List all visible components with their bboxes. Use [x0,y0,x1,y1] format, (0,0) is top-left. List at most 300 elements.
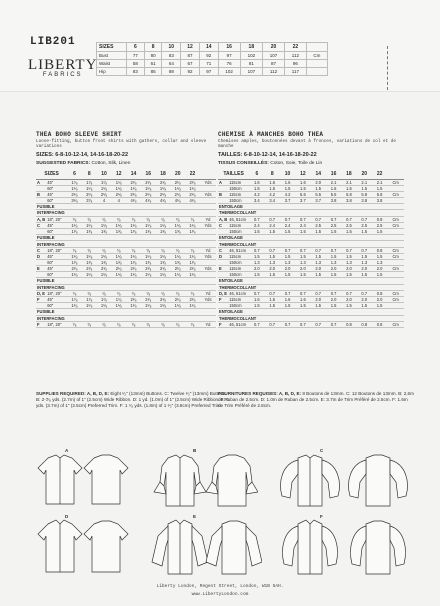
amount-cell: 4¹⁄₈ [170,197,185,203]
amount-cell: 1³⁄₈ [185,259,200,265]
french-sizes-line: TAILLES: 6-8-10-12-14, 14-16-18-20-22 [218,152,317,158]
cell: 112 [285,52,307,60]
french-fabrics-text: Coton, Soie, Toile de Lin [268,161,323,166]
cell: 107 [262,52,284,60]
amount-cell: 1⁵⁄₈ [156,222,171,228]
amount-cell: Yd [200,322,216,328]
amount-cell: 1⁵⁄₈ [111,185,126,191]
amount-cell: 2.4 [295,222,310,228]
amount-cell: ⁷⁄₈ [141,247,156,253]
amount-cell: ⁷⁄₈ [170,247,185,253]
view-cell: C [218,247,228,253]
size-col: 8 [144,43,162,52]
amount-cell: 0.8 [372,290,387,296]
amount-cell: ⁷⁄₈ [185,247,200,253]
amount-cell: 1.3 [357,259,372,265]
row-label: Bust [97,52,127,60]
amount-cell: 1⁵⁄₈ [170,222,185,228]
amount-cell: 0.7 [249,322,264,328]
amount-cell: 1⁵⁄₈ [67,272,82,278]
amount-cell: Cm [387,290,404,296]
fabric-width-cell: 46, 51cm [228,247,249,253]
fabric-width-cell: 46, 51cm [228,216,249,222]
amount-cell: ⁷⁄₈ [185,290,200,296]
view-cell: F [218,322,228,328]
amount-cell: 2.5 [326,222,341,228]
amount-cell: Cm [387,322,404,328]
footer-address: Liberty London, Regent Street, London, W1B 5AH. [156,584,284,589]
amount-cell: 1.5 [357,228,372,234]
amount-cell: ⁷⁄₈ [82,290,97,296]
fabric-width-cell: 45" [46,179,67,185]
amount-cell: 2⁵⁄₈ [141,191,156,197]
amount-cell: 2.4 [265,222,280,228]
view-cell: A [218,179,228,185]
amount-cell: 3.4 [265,197,280,203]
cell: 97 [218,52,240,60]
row-label: Hip [97,68,127,76]
english-supplies-label: SUPPLIES REQUIRED: A, B, D, E: [36,391,110,396]
amount-cell: 2.1 [372,179,387,185]
amount-cell: 0.7 [326,247,341,253]
amount-cell: 4¹⁄₈ [185,197,200,203]
amount-cell: ⁷⁄₈ [156,290,171,296]
header-cell: 10 [97,170,112,179]
cell: 92 [199,52,218,60]
amount-cell: 1⁵⁄₈ [111,303,126,309]
amount-cell: 1.5 [357,185,372,191]
amount-cell: 1³⁄₈ [67,228,82,234]
amount-cell: 2¹⁄₈ [141,266,156,272]
amount-cell: 1.5 [265,253,280,259]
amount-cell: 2.5 [372,222,387,228]
amount-cell: 1.3 [341,259,356,265]
amount-cell: 4¹⁄₈ [156,197,171,203]
section-label: INTERFACING [36,315,216,321]
amount-cell: 1.5 [249,253,264,259]
cell: 85 [144,68,162,76]
amount-cell: 1⁵⁄₈ [141,272,156,278]
amount-cell: 1⁷⁄₈ [111,297,126,303]
footer-url: www.LibertyLondon.com [191,592,249,597]
amount-cell: 1⁵⁄₈ [126,272,141,278]
header-cell [387,170,404,179]
amount-cell: ⁷⁄₈ [185,216,200,222]
amount-cell: 1⁵⁄₈ [111,222,126,228]
amount-cell: ⁷⁄₈ [97,216,112,222]
amount-cell: 1⁵⁄₈ [97,222,112,228]
view-cell: A [36,179,46,185]
amount-cell: 0.7 [280,216,295,222]
amount-cell: ⁷⁄₈ [126,322,141,328]
amount-cell: 2⁵⁄₈ [82,191,97,197]
amount-cell: 2.0 [280,266,295,272]
amount-cell: 1³⁄₈ [97,228,112,234]
header-cell: 20 [357,170,372,179]
amount-cell: 0.7 [249,216,264,222]
amount-cell: 0.7 [311,290,326,296]
amount-cell: 1.6 [295,179,310,185]
amount-cell: ⁷⁄₈ [82,247,97,253]
amount-cell: 1.5 [311,303,326,309]
fabric-width-cell: 45" [46,253,67,259]
pattern-code: LIB201 [30,36,76,48]
amount-cell: 0.8 [372,322,387,328]
amount-cell: 1⁵⁄₈ [82,303,97,309]
amount-cell: 1⁵⁄₈ [82,253,97,259]
amount-cell: 5.5 [311,191,326,197]
amount-cell: ⁷⁄₈ [170,290,185,296]
amount-cell: Yd [200,290,216,296]
amount-cell: 0.7 [249,247,264,253]
amount-cell: 1⁵⁄₈ [170,272,185,278]
amount-cell: 1⁵⁄₈ [185,222,200,228]
amount-cell: Cm [387,179,404,185]
amount-cell: 1.5 [311,185,326,191]
view-cell: E [218,266,228,272]
fabric-width-cell: 46, 51cm [228,322,249,328]
amount-cell: 2¹⁄₈ [156,297,171,303]
amount-cell: ⁷⁄₈ [67,322,82,328]
amount-cell: 1⁵⁄₈ [97,272,112,278]
amount-cell: 2¹⁄₈ [141,297,156,303]
amount-cell: 2.4 [249,222,264,228]
amount-cell: 4¹⁄₈ [141,197,156,203]
amount-cell: 5.8 [357,191,372,197]
view-cell: F [218,297,228,303]
view-cell: D [36,253,46,259]
amount-cell: 0.7 [311,322,326,328]
fabric-width-cell: 115cm [228,266,249,272]
cut-line [387,46,388,90]
amount-cell: ⁷⁄₈ [141,216,156,222]
fabric-width-cell: 150cm [228,272,249,278]
size-col: 12 [181,43,200,52]
amount-cell: ⁷⁄₈ [126,290,141,296]
amount-cell: 4.2 [265,191,280,197]
cell: 97 [199,68,218,76]
amount-cell: 0.7 [357,216,372,222]
amount-cell: 2.0 [341,297,356,303]
french-supplies-label: FOURNITURES REQUISES: A, B, D, E: [218,391,302,396]
amount-cell: 0.8 [372,247,387,253]
amount-cell: 1.5 [311,272,326,278]
amount-cell: 0.7 [249,290,264,296]
amount-cell: 1⁵⁄₈ [126,303,141,309]
amount-cell: 3.8 [341,197,356,203]
amount-cell: Cm [387,216,404,222]
amount-cell: 2¹⁄₈ [82,266,97,272]
amount-cell: 1³⁄₈ [111,259,126,265]
fabric-width-cell: 45" [46,297,67,303]
amount-cell: 0.7 [341,290,356,296]
amount-cell: 1³⁄₈ [97,259,112,265]
amount-cell: 2⁵⁄₈ [170,191,185,197]
amount-cell: 4.2 [280,191,295,197]
header-cell: 18 [341,170,356,179]
amount-cell: 2.0 [311,297,326,303]
amount-cell: 0.7 [341,247,356,253]
amount-cell: ⁷⁄₈ [170,322,185,328]
amount-cell: 0.7 [280,322,295,328]
amount-cell: 1.5 [280,253,295,259]
amount-cell: 1⁵⁄₈ [82,222,97,228]
section-label: THERMOCOLLANT [218,284,404,290]
french-supplies-text: 8 Boutons de 13mm. C: 12 Boutons de 13mm. B: 2,6m de Ruban de 2.5cm. D: 1.0m de Ruban de 2.5cm. E: 3.7m de Trim Préféré de 2.5cm. F: 1.6m de Trim Préféré de 2.8cm. [218,391,414,408]
amount-cell: 1⁵⁄₈ [156,253,171,259]
amount-cell: 1.3 [295,259,310,265]
amount-cell: 1.5 [295,185,310,191]
measurement-row-bust [97,52,328,60]
amount-cell: 0.7 [341,216,356,222]
section-label: FUSIBLE [36,309,216,315]
section-label: ENTOILAGE [218,309,404,315]
amount-cell: 2¹⁄₈ [170,266,185,272]
header-cell: 12 [295,170,310,179]
fabric-width-cell: 45" [46,222,67,228]
french-supplies [218,391,414,409]
amount-cell: 1⁵⁄₈ [185,272,200,278]
amount-cell: Cm [387,247,404,253]
amount-cell: Cm [387,222,404,228]
amount-cell: 0.8 [372,216,387,222]
amount-cell: 4 [111,197,126,203]
header-cell: 8 [82,170,97,179]
amount-cell: 1⁷⁄₈ [82,179,97,185]
amount-cell: 3.7 [295,197,310,203]
amount-cell: 1.5 [265,272,280,278]
amount-cell: 2¹⁄₈ [185,179,200,185]
amount-cell: 1.5 [357,253,372,259]
amount-cell: ⁷⁄₈ [97,322,112,328]
sketch-label-f: F [320,514,323,519]
english-fabrics-text: Cotton, Silk, Linen [90,161,131,166]
amount-cell: 1⁵⁄₈ [141,303,156,309]
fabric-width-cell: 150cm [228,197,249,203]
amount-cell: 2.0 [357,266,372,272]
amount-cell: 2.5 [311,222,326,228]
amount-cell: 1⁵⁄₈ [82,272,97,278]
unit-cell: Cm [306,52,327,60]
amount-cell: 1.3 [280,259,295,265]
amount-cell: ⁷⁄₈ [126,216,141,222]
cell: 112 [262,68,284,76]
sketch-label-a: A [65,448,69,453]
amount-cell: ⁷⁄₈ [111,322,126,328]
amount-cell: 1.5 [341,253,356,259]
amount-cell: 1.3 [249,259,264,265]
amount-cell: 0.7 [357,290,372,296]
amount-cell: ⁷⁄₈ [111,290,126,296]
amount-cell: 0.7 [295,216,310,222]
shirt-sketch-c [270,452,410,510]
view-cell: B [36,191,46,197]
amount-cell: Yds [200,222,216,228]
fabric-width-cell: 60" [46,197,67,203]
amount-cell: 2.0 [295,266,310,272]
amount-cell: 0.7 [280,247,295,253]
yardage-row [36,322,216,328]
amount-cell: 1⁷⁄₈ [111,179,126,185]
body-measurement-chart [96,42,328,76]
fabric-width-cell: 60" [46,185,67,191]
amount-cell: 2¹⁄₈ [170,297,185,303]
amount-cell: 3.7 [280,197,295,203]
header-cell: 20 [170,170,185,179]
fabric-width-cell: 18", 20" [46,247,67,253]
cell: 102 [240,52,262,60]
amount-cell: 0.7 [265,247,280,253]
amount-cell: 0.7 [357,247,372,253]
amount-cell: 0.7 [326,290,341,296]
cell: 67 [181,60,200,68]
amount-cell: 1.6 [295,297,310,303]
header-cell: 14 [126,170,141,179]
header-cell: 16 [326,170,341,179]
amount-cell: 1³⁄₈ [126,259,141,265]
english-description: Loose-fitting, button front shirts with gathers, collar and sleeve variations [36,139,207,150]
amount-cell: 1⁵⁄₈ [170,253,185,259]
amount-cell: 1.6 [265,297,280,303]
unit-col [306,43,327,52]
amount-cell: 1.5 [249,303,264,309]
cell: 80 [144,52,162,60]
shirt-sketch-b [138,452,258,510]
amount-cell: 1⁵⁄₈ [156,272,171,278]
size-col: 10 [162,43,181,52]
fabric-width-cell: 60" [46,259,67,265]
view-cell: D, E [219,291,227,297]
cell: 61 [144,60,162,68]
section-label: FUSIBLE [36,234,216,240]
header-cell: 18 [156,170,171,179]
view-cell: D [218,253,228,259]
amount-cell: 0.7 [265,290,280,296]
amount-cell: 1.3 [311,259,326,265]
view-cell: C [218,222,228,228]
amount-cell: 1.5 [249,185,264,191]
amount-cell: 0.7 [311,247,326,253]
amount-cell: 0.7 [311,216,326,222]
header-cell: 6 [67,170,82,179]
amount-cell: 0.8 [357,322,372,328]
amount-cell: 1.5 [326,228,341,234]
amount-cell: 0.7 [265,216,280,222]
amount-cell: ⁷⁄₈ [156,247,171,253]
amount-cell: 1.5 [249,228,264,234]
amount-cell: ⁷⁄₈ [126,247,141,253]
section-label: ENTOILAGE [218,278,404,284]
logo-sub-text: FABRICS [42,72,83,78]
header-cell: 10 [280,170,295,179]
amount-cell: 1.6 [280,297,295,303]
amount-cell: 1³⁄₈ [141,228,156,234]
cell: 58 [127,60,145,68]
amount-cell: Yds [200,266,216,272]
amount-cell: 1⁵⁄₈ [185,185,200,191]
amount-cell: 1.5 [280,228,295,234]
view-cell: F [36,297,46,303]
amount-cell: ⁷⁄₈ [111,216,126,222]
amount-cell: 3⁵⁄₈ [67,197,82,203]
amount-cell: 2⁵⁄₈ [67,191,82,197]
amount-cell: Yds [200,191,216,197]
cell: 87 [262,60,284,68]
amount-cell: 1.5 [295,272,310,278]
fabric-width-cell: 60" [46,228,67,234]
english-supplies [36,391,232,409]
amount-cell: 1³⁄₈ [126,228,141,234]
amount-cell: 2.0 [341,266,356,272]
fabric-width-cell: 115cm [228,253,249,259]
amount-cell: ⁷⁄₈ [67,290,82,296]
fabric-width-cell: 150cm [228,228,249,234]
amount-cell: 0.7 [326,322,341,328]
fabric-width-cell: 18", 20" [46,216,67,222]
amount-cell: 1⁵⁄₈ [185,253,200,259]
size-col: 14 [199,43,218,52]
amount-cell: 1⁵⁄₈ [67,303,82,309]
amount-cell: 2.5 [341,222,356,228]
view-cell: F [36,322,46,328]
amount-cell: ⁷⁄₈ [82,322,97,328]
header-cell: TAILLES [218,170,249,179]
sketch-label-d: D [65,514,69,519]
sketch-label-b: B [193,448,197,453]
sketch-label-e: E [193,514,197,519]
section-label: FUSIBLE [36,203,216,209]
amount-cell: Yds [200,253,216,259]
amount-cell: 2¹⁄₈ [97,266,112,272]
amount-cell: 1.5 [295,253,310,259]
amount-cell: 1⁵⁄₈ [126,222,141,228]
amount-cell: 1⁵⁄₈ [67,222,82,228]
amount-cell: 2.0 [326,297,341,303]
amount-cell: ⁷⁄₈ [82,216,97,222]
fabric-width-cell: 150cm [228,303,249,309]
amount-cell: 2¹⁄₈ [156,266,171,272]
amount-cell: ⁷⁄₈ [67,216,82,222]
french-fabrics-line [218,161,322,166]
header-cell [200,170,216,179]
english-sizes-line: SIZES: 6-8-10-12-14, 14-16-18-20-22 [36,152,129,158]
size-col: 22 [285,43,307,52]
amount-cell: ⁷⁄₈ [141,290,156,296]
amount-cell: 2¹⁄₈ [141,179,156,185]
amount-cell: 1⁵⁄₈ [170,185,185,191]
cell: 83 [127,68,145,76]
fabric-width-cell: 115cm [228,179,249,185]
amount-cell: 2.1 [357,179,372,185]
cell: 92 [181,68,200,76]
amount-cell: 2.4 [280,222,295,228]
fabric-width-cell: 115cm [228,297,249,303]
amount-cell: 1⁷⁄₈ [67,179,82,185]
row-label: Waist [97,60,127,68]
fabric-width-cell: 115cm [228,191,249,197]
header-cell: 22 [372,170,387,179]
amount-cell: 4¹⁄₈ [126,197,141,203]
amount-cell: 1⁵⁄₈ [141,222,156,228]
amount-cell: 1⁵⁄₈ [82,185,97,191]
section-label: THERMOCOLLANT [218,210,404,216]
amount-cell: 2¹⁄₈ [126,266,141,272]
amount-cell: 1.3 [265,259,280,265]
header-cell: 6 [249,170,264,179]
amount-cell: Cm [387,253,404,259]
measurement-row-waist [97,60,328,68]
amount-cell: 3.8 [326,197,341,203]
